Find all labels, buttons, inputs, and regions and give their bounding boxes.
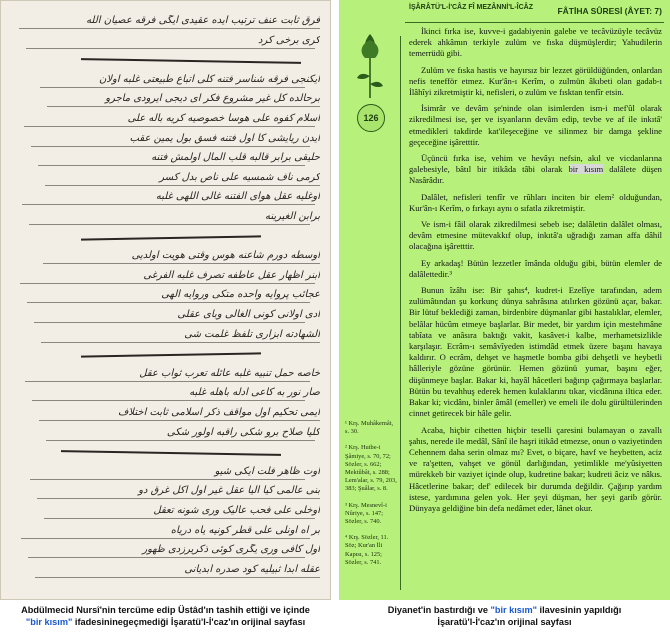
paragraph xyxy=(409,258,662,280)
manuscript-line: برابن الغیرینه xyxy=(265,211,320,222)
manuscript-line: برحالده کل غیر مشروع فکر ای دیجی ایرودی ماجرو xyxy=(105,93,320,105)
paragraph xyxy=(409,153,662,187)
right-caption-highlight: "bir kısım" xyxy=(490,605,537,615)
manuscript-line: بر آه اونلی علی قطر کونیه یاه دریاه xyxy=(170,524,320,536)
footnote: ¹ Krş. Muhâkemât, s. 30. xyxy=(345,420,394,436)
manuscript-line: عجائب پروایه واحده متکی وروایه الهی xyxy=(161,289,320,301)
ink-baseline xyxy=(24,126,315,127)
manuscript-line: الشهادته ابزاری تلفظ غلمت شی xyxy=(184,328,320,340)
ink-baseline xyxy=(31,146,310,147)
ink-baseline xyxy=(27,302,310,303)
ink-baseline xyxy=(20,283,315,284)
margin-rule xyxy=(400,36,401,590)
printed-page xyxy=(339,0,670,600)
manuscript-line: صار نور به کاعی ادله باهله غلبه xyxy=(189,387,320,399)
footnote: ⁴ Krş. Sözler, 11. Söz; Kur'an İli Kapısı, s. 125; Sözler, s. 741. xyxy=(345,534,389,566)
footnote: ³ Krş. Mesnevî-i Nûriye, s. 147; Sözler, s. 740. xyxy=(345,501,387,526)
tulip-ornament-icon xyxy=(353,30,387,100)
paragraph xyxy=(409,219,662,253)
page-body xyxy=(409,26,662,519)
ink-baseline xyxy=(29,224,310,225)
paragraph xyxy=(409,103,662,148)
footnotes xyxy=(345,420,397,575)
paragraph-text: Ey arkadaş! Bütün lezzetler îmânda olduğu gibi, bütün elemler de dalâlettedir.³ xyxy=(409,257,662,279)
manuscript-line: کرمی ناف شمسیه علی ناص بدل کسر xyxy=(159,171,320,183)
manuscript-line: خاصه حمل تنبیه غلبه عائله تعرب ثواب عقل xyxy=(139,367,320,379)
paragraph-text: Dalâlet, nefisleri tenfîr ve rûhları inciten bir elem² olduğundan, Kur'ân-ı Kerîm, o fırkayı aynı o sıfatla zikretmiştir. xyxy=(409,191,662,213)
ink-baseline xyxy=(40,87,305,88)
paragraph-text: dalâlete düşen Nasârâdır. xyxy=(409,164,662,186)
right-caption xyxy=(339,604,670,628)
header-rule xyxy=(405,22,664,23)
ink-baseline xyxy=(39,420,320,421)
ink-baseline xyxy=(47,106,320,107)
manuscript-line: حلیقی برابر قالبه قلب المال اولمش فتنه xyxy=(151,152,320,164)
ink-baseline xyxy=(37,498,320,499)
ink-baseline xyxy=(22,204,315,205)
ink-baseline xyxy=(35,577,320,578)
manuscript-page xyxy=(0,0,331,600)
ink-baseline xyxy=(38,165,305,166)
left-caption-line1: Abdülmecid Nursî'nin tercüme edip Üstâd'ın tashih ettiği ve içinde xyxy=(21,605,310,615)
ink-baseline xyxy=(43,263,320,264)
manuscript-line: کری برخی کرد xyxy=(257,34,320,46)
manuscript-line: فرق ثابت عنف ترتیب ایده عقیدی ایگی فرقه عصیان الله xyxy=(86,15,320,26)
ink-baseline xyxy=(21,538,310,539)
left-caption-line2 xyxy=(0,616,331,628)
right-caption-line1 xyxy=(339,604,670,616)
left-caption-rest: ifadesininegeçmediği İşaratü'l-İ'caz'ın orijinal sayfası xyxy=(72,617,306,627)
section-divider xyxy=(61,450,281,456)
manuscript-line: اوغلیه عقل هوای الفتنه غالی اللهی غلبه xyxy=(155,191,320,203)
paragraph xyxy=(409,192,662,214)
section-divider xyxy=(81,235,261,240)
manuscript-line: اول کافی وری یگری کوئی ذکریرزدی ظهور xyxy=(142,544,320,556)
right-caption-line2: İşaratü'l-İ'caz'ın orijinal sayfası xyxy=(437,617,572,627)
running-head: İŞÂRÂTÜ'L-İ'CÂZ FÎ MEZÂNNİ'L-ÎCÂZ xyxy=(409,4,533,11)
manuscript-line: اوخلی علی فحب عالیک وری شونه تعقل xyxy=(153,505,320,516)
ink-baseline xyxy=(44,518,315,519)
section-divider xyxy=(81,58,301,64)
left-caption xyxy=(0,604,331,628)
paragraph xyxy=(409,65,662,99)
paragraph xyxy=(409,425,662,515)
manuscript-line: اوسطه دورم شاعنه هوس وقتی هویت اولدیی xyxy=(131,250,320,262)
ink-baseline xyxy=(32,400,305,401)
ink-baseline xyxy=(28,557,305,558)
paragraph-text: İkinci fırka ise, kuvve-i gadabiyenin galebe ve tecâvüzüyle tecâvüz ederek ahkâmın terkiyle zulüm ve fıska düşmüşlerdir; Yahudilerin temerrüdü gibi. xyxy=(409,26,662,59)
manuscript-line: ادی اولانی کونی الغالی وبای عقلی xyxy=(177,309,320,320)
manuscript-line: ایکنجی فرقه شناسر فتنه کلی اتباع طبیعتی غلبه اولان xyxy=(98,73,320,85)
section-divider xyxy=(81,353,261,358)
paragraph-text: Bunun îzâhı ise: Bir şahıs⁴, kudret-i Ezelîye tarafından, adem zulümâtından şu korkunç dünya sahrâsına atılırken gözünü açar, bakar. Bir lütuf beklediği zaman, birdenbire düşmanlar gibi hastalıklar, elemler, belâlar hücûm etmeye başlarlar. Bir medet, bir yardım için mestehmâne tabîata ve anâsıra baktığı vakit, kasâvet-i kalbe, merhametsizlikle karşılaşır. Ecrâm-ı semâvîyeden istimdâd etmek üzere başını havaya kaldırır. O ecrâm, dehşet ve haşmetle bomba gibi dehşetli ve heybetli hâlleriyle gözüne görünür. Hemen gözünü yumar, başını eğer, düşünmeye başlar. Bakar ki, hayâl hâcetleri bağırıp çağırmaya başlarlar. Bütün bu tevahhuş ederek hemen kulaklarını tıkar, vicdânına iltica eder. Bakar ki; vicdânı, binler âmâl (emeller) ve emeli ile dolu gürültülerinden cinnet getirecek bir hâle gelir. xyxy=(409,285,662,419)
manuscript-line: بنی عالمی کیا الیا عقل غیر اول اکل غرق دو xyxy=(138,485,320,497)
right-caption-pre: Diyanet'in bastırdığı ve xyxy=(387,605,491,615)
ink-baseline xyxy=(25,381,310,382)
ink-baseline xyxy=(26,48,315,49)
paragraph-text: Zulüm ve fıska hastis ve hayırsız bir lezzet görüldüğünden, onlardan nefis tenefför etmez. Kur'ân-ı Kerîm, o zulmün âkıbeti olan gadab-ı İlâhîyi zikretmiştir ki, nefisleri, o zulüm ve fısktan tenfîr etsin. xyxy=(409,64,662,98)
ink-baseline xyxy=(19,28,320,29)
running-title: FÂTİHA SÛRESİ (ÂYET: 7) xyxy=(557,6,662,16)
right-caption-post: ilavesinin yapıldığı xyxy=(537,605,622,615)
manuscript-line: کلیا صلاح برو شکی راقبه اولور شکی xyxy=(166,426,320,438)
paragraph-text: Üçüncü fırka ise, vehim ve hevâyı nefsin, akıl ve vicdanlarına galebesiyle, bâtıl bir itikâda tâbi olarak xyxy=(409,153,662,175)
manuscript-line: ایمی تحکیم اول مواقف ذکر اسلامی ثابت اختلاف xyxy=(118,407,320,418)
page-number: 126 xyxy=(357,104,385,132)
paragraph-text: Acaba, hiçbir cihetten hiçbir teselli çaresini bulamayan o zavallı şahıs, nerede ile medâl, Sânî ile haşri itikâd etmezse, onun o vaziyetinden Cehennem daha serin olmaz mı? Evet, o biçare, havf ve heybetten, aciz ve ra'şetten, vahşet ve gönül darlığından, yetimlikle me'yûsiyetten mürekkeb bir vaziyet içinde olup, kudretine bakar; kudreti âciz ve nâkıs. Hâcetlerine bakar; def' edilecek bir durumda değildir. Çağırıp yardım istese, yardımına gelen yok. Her şeyi düşman, her şeyi garib görür. Dünyaya geldiğine bin defa nedâmet eder, lânet okur. xyxy=(409,424,662,513)
ink-baseline xyxy=(30,479,305,480)
ink-baseline xyxy=(34,322,305,323)
left-caption-highlight: "bir kısım" xyxy=(25,617,73,627)
manuscript-line: اوت ظاهر فلت ایکی شیو xyxy=(214,465,320,477)
paragraph-text: Ve ism-i fâil olarak zikredilmesi sebeb ise; dalâletin dalâlet olması, devâm etmesine mütevakkıf olup, inkıtâ'a uğradığı zaman affa dâhil olacağına işâretttir. xyxy=(409,219,662,252)
manuscript-line: ابنر اظهار عقل عاطفه تصرف غلبه الفرغی xyxy=(143,269,320,281)
ink-baseline xyxy=(41,342,320,343)
footnote: ² Krş. Hutbe-i Şâmiye, s. 70, 72; Sözler, s. 662; Mektûbât, s. 288; Lem'alar, s. 79, 203, 383; Şuâlar, s. 8. xyxy=(345,444,397,493)
manuscript-line: ایدن ریایشی کا اول فتنه فسق بول یمین عقب xyxy=(129,132,320,144)
ink-baseline xyxy=(45,185,320,186)
paragraph xyxy=(409,26,662,60)
manuscript-line: اسلام کفوه علی هوسا خصوصیه کریه باله علی xyxy=(127,113,320,124)
paragraph xyxy=(409,285,662,419)
paragraph-text: İsimrâr ve devâm şe'ninde olan isimlerden ism-i mef'ûl olarak zikredilmesi ise, şer ve isyanların devâm edip, tevbe ve af ile inkıtâ' etmedikleri takdirde kat'ileşeceğine ve silinmez bir damga şekline geçeceğine işâretttir. xyxy=(409,103,662,147)
ink-baseline xyxy=(46,440,315,441)
highlighted-phrase: bir kısım xyxy=(568,164,604,175)
manuscript-line: عقله ابدا ثبیلیه کود صدره ابدیانی xyxy=(184,563,320,575)
